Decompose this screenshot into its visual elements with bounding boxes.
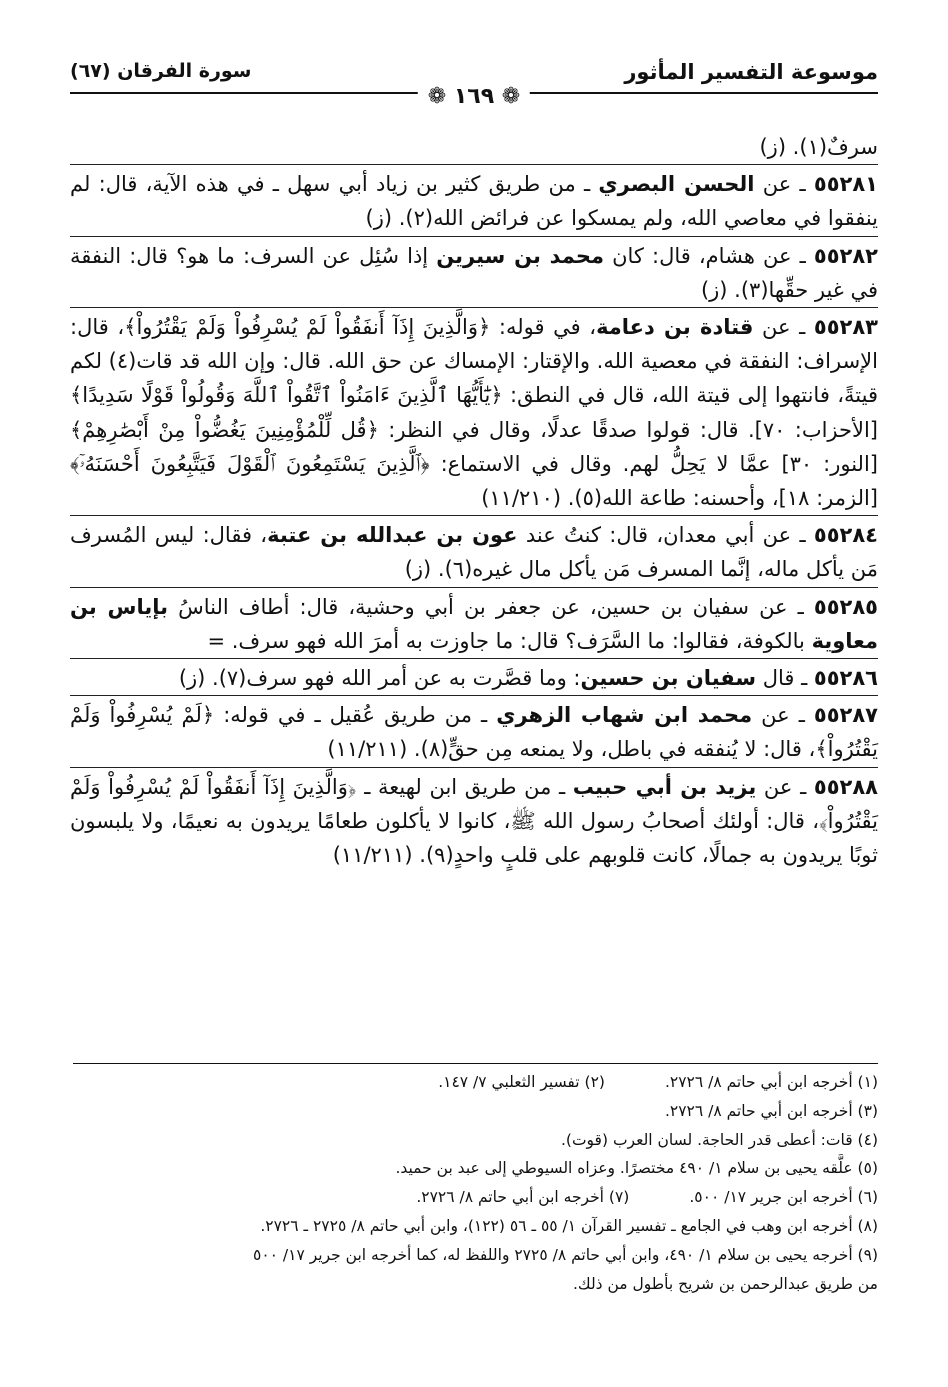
footnote-8: (٨) أخرجه ابن وهب في الجامع ـ تفسير القرآن ١/ ٥٥ ـ ٥٦ (١٢٢)، وابن أبي حاتم ٨/ ٢٧٢٥ ـ ٢٧٢٦. (260, 1216, 878, 1235)
footnote-9: (٩) أخرجه يحيى بن سلام ١/ ٤٩٠، وابن أبي حاتم ٨/ ٢٧٢٥ واللفظ له، كما أخرجه ابن جرير ١٧/ ٥٠٠ (253, 1245, 878, 1264)
narrator-name: سفيان بن حسين (580, 666, 757, 691)
paragraph-55284: ٥٥٢٨٤ ـ عن أبي معدان، قال: كنتُ عند عون بن عبدالله بن عتبة، فقال: ليس المُسرف مَن يأكل ماله، إنَّما المسرف مَن يأكل مال غيره(٦). (ز) (70, 515, 878, 586)
page-number: ❁ ١٦٩ ❁ (418, 84, 530, 109)
footnote-row (70, 1068, 878, 1097)
entry-number: ٥٥٢٨٧ (813, 703, 878, 728)
narrator-name: عون بن عبدالله بن عتبة (267, 523, 518, 548)
entry-number: ٥٥٢٨٤ (813, 523, 878, 548)
paragraph-55283: ٥٥٢٨٣ ـ عن قتادة بن دعامة، في قوله: ﴿وَالَّذِينَ إِذَآ أَنفَقُواْ لَمْ يُسْرِفُواْ وَلَمْ يَقْتُرُواْ﴾، قال: الإسراف: النفقة في معصية الله. والإقتار: الإمساك عن حق الله. قال: وإن الله قد قات(٤) لكم قيتةً، فانتهوا إلى قيتة الله، قال في النطق: ﴿يَٰٓأَيُّهَا ٱلَّذِينَ ءَامَنُواْ ٱتَّقُواْ ٱللَّهَ وَقُولُواْ قَوْلًا سَدِيدًا﴾ [الأحزاب: ٧٠]. قال: قولوا صدقًا عدلًا، وقال في النظر: ﴿قُل لِّلْمُؤْمِنِينَ يَغُضُّواْ مِنْ أَبْصَٰرِهِمْ﴾ [النور: ٣٠] عمَّا لا يَحِلُّ لهم. وقال في الاستماع: ﴿ٱلَّذِينَ يَسْتَمِعُونَ ٱلْقَوْلَ فَيَتَّبِعُونَ أَحْسَنَهُۥٓ﴾ [الزمر: ١٨]، وأحسنه: طاعة الله(٥). (١١/٢١٠) (70, 307, 878, 515)
footnotes (70, 1068, 878, 1298)
narrator-name: قتادة بن دعامة (596, 315, 754, 340)
narrator-name: محمد ابن شهاب الزهري (496, 703, 753, 728)
paragraph-55286: ٥٥٢٨٦ ـ قال سفيان بن حسين: وما قصَّرت به عن أمر الله فهو سرف(٧). (ز) (70, 658, 878, 695)
narrator-name: الحسن البصري (598, 172, 755, 197)
footnote-7: (٧) أخرجه ابن أبي حاتم ٨/ ٢٧٢٦. (416, 1188, 630, 1207)
footnote-5: (٥) علَّقه يحيى بن سلام ١/ ٤٩٠ مختصرًا. وعزاه السيوطي إلى عبد بن حميد. (395, 1159, 878, 1178)
narrator-name: يزيد بن أبي حبيب (572, 774, 757, 799)
entry-number: ٥٥٢٨٣ (813, 315, 878, 340)
footnote-3: (٣) أخرجه ابن أبي حاتم ٨/ ٢٧٢٦. (664, 1101, 878, 1120)
entry-number: ٥٥٢٨٢ (813, 243, 878, 268)
footnote-divider (73, 1063, 878, 1064)
narrator-name: بإياس بن معاوية (70, 594, 878, 653)
entry-number: ٥٥٢٨٥ (813, 594, 878, 619)
paragraph-55287: ٥٥٢٨٧ ـ عن محمد ابن شهاب الزهري ـ من طريق عُقيل ـ في قوله: ﴿لَمْ يُسْرِفُواْ وَلَمْ يَقْتُرُواْ﴾، قال: لا يُنفقه في باطل، ولا يمنعه مِن حقٍّ(٨). (١١/٢١١) (70, 695, 878, 766)
paragraph: سرفٌ(١). (ز) (759, 135, 878, 159)
paragraph-55281: ٥٥٢٨١ ـ عن الحسن البصري ـ من طريق كثير بن زياد أبي سهل ـ في هذه الآية، قال: لم ينفقوا في معاصي الله، ولم يمسكوا عن فرائض الله(٢). (ز) (70, 164, 878, 235)
footnote-9-continued: من طريق عبدالرحمن بن شريح بأطول من ذلك. (572, 1274, 878, 1293)
paragraph-55285: ٥٥٢٨٥ ـ عن سفيان بن حسين، عن جعفر بن أبي وحشية، قال: أطاف الناسُ بإياس بن معاوية بالكوفة، فقالوا: ما السَّرَف؟ قال: ما جاوزت به أمرَ الله فهو سرف. = (70, 587, 878, 658)
paragraph-55282: ٥٥٢٨٢ ـ عن هشام، قال: كان محمد بن سيرين إذا سُئِل عن السرف: ما هو؟ قال: النفقة في غير حقِّها(٣). (ز) (70, 236, 878, 307)
entry-number: ٥٥٢٨٨ (813, 774, 878, 799)
footnote-6: (٦) أخرجه ابن جرير ١٧/ ٥٠٠. (689, 1188, 878, 1207)
ornament-icon: ❁ (427, 84, 454, 109)
entry-number: ٥٥٢٨١ (813, 172, 878, 197)
paragraph-55288: ٥٥٢٨٨ ـ عن يزيد بن أبي حبيب ـ من طريق ابن لهيعة ـ ﴿وَالَّذِينَ إِذَآ أَنفَقُواْ لَمْ يُسْرِفُواْ وَلَمْ يَقْتُرُواْ﴾، قال: أولئك أصحابُ رسول الله ﷺ، كانوا لا يأكلون طعامًا يريدون به نعيمًا، ولا يلبسون ثوبًا يريدون به جمالًا، كانت قلوبهم على قلبٍ واحدٍ(٩). (١١/٢١١) (70, 767, 878, 873)
ornament-icon: ❁ (494, 84, 521, 109)
footnote-2: (٢) تفسير الثعلبي ٧/ ١٤٧. (438, 1073, 605, 1091)
footnote-row (70, 1183, 878, 1212)
surah-label: سورة الفرقان (٦٧) (70, 60, 252, 82)
entry-number: ٥٥٢٨٦ (813, 666, 878, 691)
book-title: موسوعة التفسير المأثور (624, 60, 878, 84)
narrator-name: محمد بن سيرين (436, 243, 604, 268)
footnote-4: (٤) قات: أعطى قدر الحاجة. لسان العرب (قوت). (560, 1130, 878, 1149)
footnote-1: (١) أخرجه ابن أبي حاتم ٨/ ٢٧٢٦. (664, 1073, 878, 1091)
main-text (70, 130, 878, 872)
